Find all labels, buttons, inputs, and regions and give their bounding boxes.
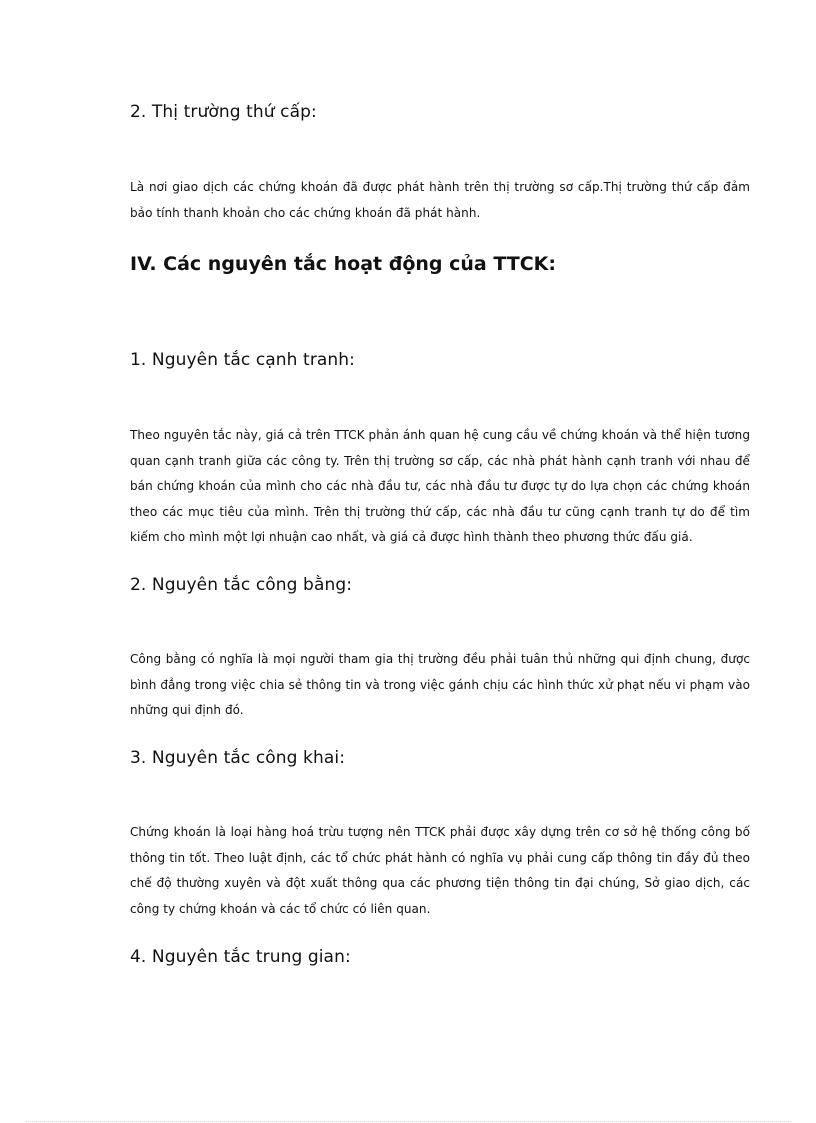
heading-operating-principles: IV. Các nguyên tắc hoạt động của TTCK: <box>130 253 556 275</box>
heading-intermediary-principle: 4. Nguyên tắc trung gian: <box>130 947 351 967</box>
paragraph-secondary-market: Là nơi giao dịch các chứng khoán đã được phát hành trên thị trường sơ cấp.Thị trường thứ cấp đảm bảo tính thanh khoản cho các chứng khoán đã phát hành. <box>130 180 750 220</box>
heading-secondary-market: 2. Thị trường thứ cấp: <box>130 102 317 122</box>
heading-transparency-principle: 3. Nguyên tắc công khai: <box>130 748 346 768</box>
heading-fairness-principle: 2. Nguyên tắc công bằng: <box>130 575 353 595</box>
heading-competition-principle: 1. Nguyên tắc cạnh tranh: <box>130 350 356 370</box>
paragraph-fairness-principle: Công bằng có nghĩa là mọi người tham gia thị trường đều phải tuân thủ những qui định chung, được bình đẳng trong việc chia sẻ thông tin và trong việc gánh chịu các hình thức xử phạt nếu vi phạm vào những qui định đó. <box>130 652 750 717</box>
paragraph-transparency-principle: Chứng khoán là loại hàng hoá trừu tượng nên TTCK phải được xây dựng trên cơ sở hệ thống công bố thông tin tốt. Theo luật định, các tổ chức phát hành có nghĩa vụ phải cung cấp thông tin đầy đủ theo chế độ thường xuyên và đột xuất thông qua các phương tiện thông tin đại chúng, Sở giao dịch, các công ty chứng khoán và các tổ chức có liên quan. <box>130 825 750 916</box>
paragraph-competition-principle: Theo nguyên tắc này, giá cả trên TTCK phản ánh quan hệ cung cầu về chứng khoán và thể hiện tương quan cạnh tranh giữa các công ty. Trên thị trường sơ cấp, các nhà phát hành cạnh tranh với nhau để bán chứng khoán của mình cho các nhà đầu tư, các nhà đầu tư được tự do lựa chọn các chứng khoán theo các mục tiêu của mình. Trên thị trường thứ cấp, các nhà đầu tư cũng cạnh tranh tự do để tìm kiếm cho mình một lợi nhuận cao nhất, và giá cả được hình thành theo phương thức đấu giá. <box>130 428 750 544</box>
page-bottom-divider <box>25 1121 791 1122</box>
